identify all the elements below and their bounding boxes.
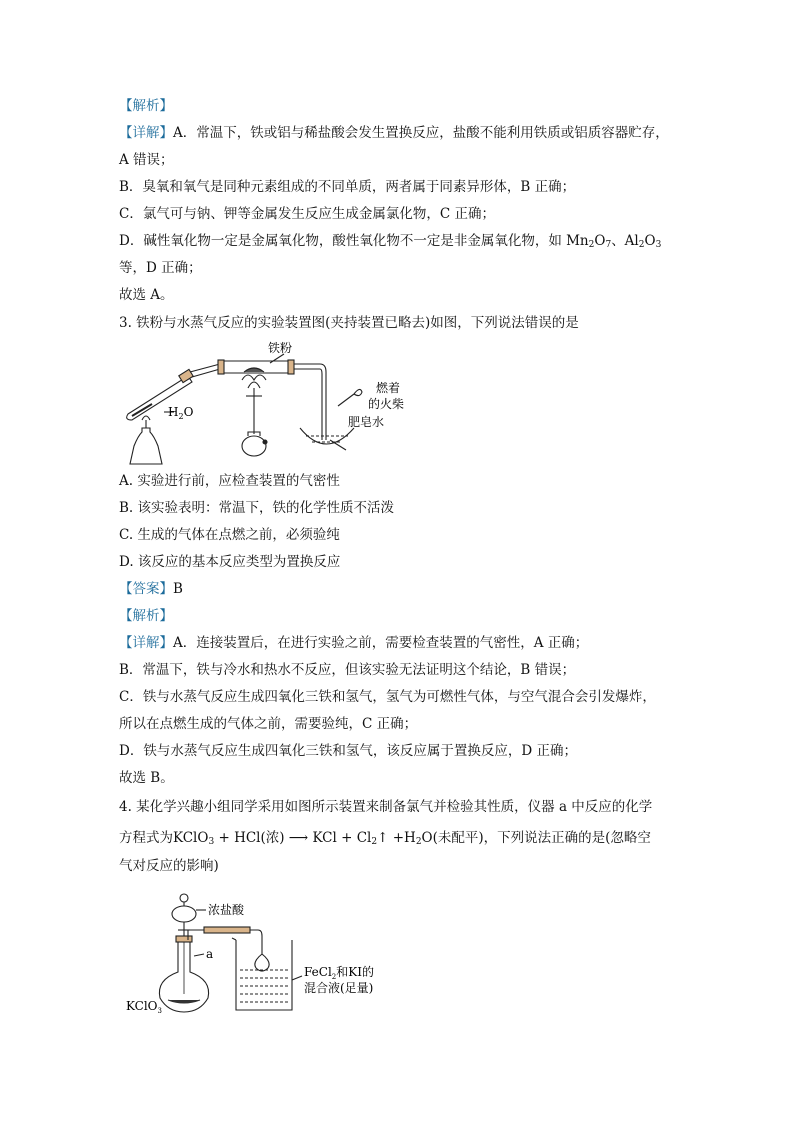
label-apparatus-a: a — [206, 947, 214, 961]
chemical-equation: KClO$_3$ + HCl(浓) ⟶ KCl + $Cl_2↑ +H_2O$ — [173, 830, 433, 847]
q3-analysis-a — [119, 633, 679, 653]
q3-option-d: D. 该反应的基本反应类型为置换反应 — [119, 554, 341, 570]
text-part: O — [644, 233, 656, 249]
q3-analysis-d: D．铁与水蒸气反应生成四氧化三铁和氢气，该反应属于置换反应，D 正确； — [119, 743, 577, 759]
q3-analysis-c2: 所以在点燃生成的气体之前，需要验纯，C 正确； — [119, 716, 418, 732]
burner-flask — [242, 436, 266, 456]
analysis-line-d2: 等，D 正确； — [119, 260, 202, 276]
q3-option-a: A. 实验进行前，应检查装置的气密性 — [119, 473, 340, 489]
label-soap-water: 肥皂水 — [348, 415, 385, 429]
label-kclo3: KClO$_3$ — [126, 999, 162, 1014]
text-part: (未配平)，下列说法正确的是(忽略空 — [432, 830, 651, 846]
left-alcohol-lamp — [130, 428, 162, 464]
label-iron-powder: 铁粉 — [268, 341, 293, 355]
q4-apparatus-figure — [124, 884, 374, 1014]
analysis-line-a2: A 错误； — [119, 152, 174, 168]
q3-final-answer: 故选 B。 — [119, 770, 174, 786]
label-conc-hcl: 浓盐酸 — [208, 903, 245, 917]
label-mix-line2: 混合液(足量) — [304, 981, 374, 995]
xiangjie-label: 【详解】 — [119, 635, 173, 651]
q3-answer — [119, 579, 679, 599]
answer-value: B — [173, 581, 183, 597]
label-match-line2: 的火柴 — [368, 397, 405, 411]
separatory-funnel — [172, 906, 196, 922]
jiexi-label: 【解析】 — [119, 608, 173, 624]
xiangjie-label: 【详解】 — [119, 125, 173, 141]
analysis-line-d1 — [119, 231, 679, 251]
q3-analysis-c1: C．铁与水蒸气反应生成四氧化三铁和氢气，氢气为可燃性气体，与空气混合会引发爆炸， — [119, 689, 656, 705]
analysis-line-a1 — [119, 123, 679, 143]
subscript: 2 — [638, 240, 645, 250]
q3-apparatus-figure — [118, 336, 428, 468]
q4-stem-line2 — [119, 828, 679, 848]
answer-label: 【答案】 — [119, 581, 173, 597]
text-part: 方程式为 — [119, 830, 173, 846]
text-part: 、Al — [611, 233, 639, 249]
subscript: 7 — [605, 240, 612, 250]
q3-option-c: C. 生成的气体在点燃之前，必须验纯 — [119, 527, 340, 543]
subscript: 3 — [655, 240, 662, 250]
analysis-text: A．连接装置后，在进行实验之前，需要检查装置的气密性，A 正确； — [173, 635, 589, 651]
iron-powder — [244, 368, 264, 372]
analysis-answer: 故选 A。 — [119, 287, 174, 303]
beaker — [236, 940, 292, 1010]
q4-stem-line1: 4. 某化学兴趣小组同学采用如图所示装置来制备氯气并检验其性质，仪器 a 中反应的化学 — [119, 799, 653, 815]
q3-jiexi-heading — [119, 606, 679, 626]
q3-analysis-b: B．常温下，铁与冷水和热水不反应，但该实验无法证明这个结论，B 错误； — [119, 662, 576, 678]
label-match-line1: 燃着 — [376, 381, 401, 395]
subscript: 2 — [588, 240, 595, 250]
text-part: O — [594, 233, 606, 249]
text-part: D．碱性氧化物一定是金属氧化物，酸性氧化物不一定是非金属氧化物，如 Mn — [119, 233, 589, 249]
analysis-line-b: B．臭氧和氧气是同种元素组成的不同单质，两者属于同素异形体，B 正确； — [119, 179, 576, 195]
jiexi-label: 【解析】 — [119, 98, 173, 114]
q3-stem: 3. 铁粉与水蒸气反应的实验装置图(夹持装置已略去)如图，下列说法错误的是 — [119, 315, 579, 331]
label-mix-line1: FeCl$_2$和KI的 — [304, 965, 374, 981]
q3-option-b: B. 该实验表明：常温下，铁的化学性质不活泼 — [119, 500, 395, 516]
analysis-text: A．常温下，铁或铝与稀盐酸会发生置换反应，盐酸不能利用铁质或铝质容器贮存， — [173, 125, 669, 141]
label-h2o: $H_2O$ — [168, 405, 194, 421]
q4-stem-line3: 气对反应的影响) — [119, 858, 219, 874]
analysis-line-c: C．氯气可与钠、钾等金属发生反应生成金属氯化物，C 正确； — [119, 206, 495, 222]
section-jiexi-heading — [119, 96, 679, 116]
